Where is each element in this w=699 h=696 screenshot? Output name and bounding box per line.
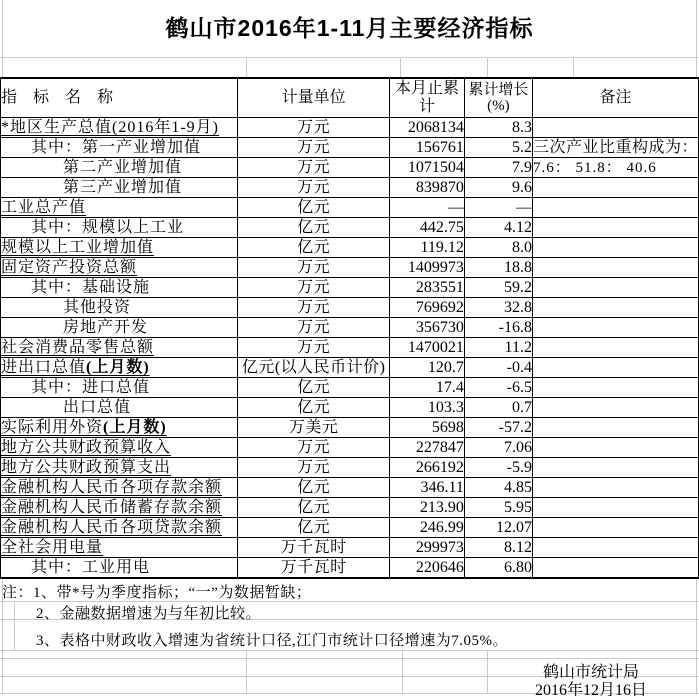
indicators-table <box>0 77 699 579</box>
header-indicator: 指 标 名 称 <box>1 78 238 118</box>
remark-cell <box>532 478 698 498</box>
unit-cell: 亿元(以人民币计价) <box>238 358 390 378</box>
unit-cell: 万元 <box>238 158 390 178</box>
indicator-label: 金融机构人民币各项贷款余额 <box>1 519 223 536</box>
unit-cell: 万千瓦时 <box>238 558 390 579</box>
indicator-cell <box>1 458 238 478</box>
unit-cell: 亿元 <box>238 238 390 258</box>
indicator-label: 第二产业增加值 <box>63 159 183 176</box>
header-row <box>1 78 699 118</box>
table-row <box>1 338 699 358</box>
remark-cell: 7.6： 51.8： 40.6 <box>532 158 698 178</box>
value-cell: 227847 <box>390 438 465 458</box>
value-cell: 1071504 <box>390 158 465 178</box>
growth-cell: -6.5 <box>464 378 532 398</box>
remark-cell <box>532 178 698 198</box>
growth-cell: -16.8 <box>464 318 532 338</box>
remark-cell <box>532 558 698 579</box>
growth-cell: -5.9 <box>464 458 532 478</box>
indicator-label-bold-suffix: (上月数) <box>103 419 167 436</box>
gridline <box>402 650 403 693</box>
growth-cell: 0.7 <box>464 398 532 418</box>
value-cell: 103.3 <box>390 398 465 418</box>
indicator-cell <box>1 138 238 158</box>
value-cell: 1470021 <box>390 338 465 358</box>
value-cell: 1409973 <box>390 258 465 278</box>
unit-cell: 亿元 <box>238 378 390 398</box>
table-row <box>1 158 699 178</box>
remark-cell <box>532 238 698 258</box>
growth-cell: — <box>464 198 532 218</box>
header-remark: 备注 <box>532 78 698 118</box>
table-body <box>1 118 699 579</box>
header-unit: 计量单位 <box>238 78 390 118</box>
table-row <box>1 358 699 378</box>
growth-cell: -57.2 <box>464 418 532 438</box>
table-row <box>1 478 699 498</box>
indicator-cell <box>1 378 238 398</box>
indicator-label: 出口总值 <box>63 399 132 416</box>
gridline <box>246 650 247 693</box>
remark-cell <box>532 318 698 338</box>
unit-cell: 亿元 <box>238 478 390 498</box>
table-row <box>1 258 699 278</box>
indicator-label: 其他投资 <box>63 299 132 316</box>
gridline <box>0 650 699 651</box>
indicator-label: 规模以上工业增加值 <box>1 239 155 256</box>
indicator-cell <box>1 498 238 518</box>
unit-cell: 亿元 <box>238 518 390 538</box>
indicator-cell <box>1 418 238 438</box>
indicator-cell <box>1 318 238 338</box>
table-row <box>1 498 699 518</box>
table-row <box>1 558 699 579</box>
unit-cell: 万千瓦时 <box>238 538 390 558</box>
value-cell: 283551 <box>390 278 465 298</box>
remark-cell <box>532 198 698 218</box>
indicator-label: 实际利用外资(上月数) <box>1 419 167 436</box>
growth-cell: 4.12 <box>464 218 532 238</box>
table-row <box>1 438 699 458</box>
gridline <box>487 57 488 77</box>
growth-cell: 32.8 <box>464 298 532 318</box>
remark-cell <box>532 438 698 458</box>
indicator-label: 房地产开发 <box>63 319 149 336</box>
unit-cell: 万元 <box>238 318 390 338</box>
indicator-cell <box>1 358 238 378</box>
remark-cell <box>532 118 698 138</box>
table-row <box>1 418 699 438</box>
unit-cell: 万元 <box>238 258 390 278</box>
report-title: 鹤山市2016年1-11月主要经济指标 <box>165 15 534 41</box>
table-row <box>1 238 699 258</box>
indicator-cell <box>1 178 238 198</box>
indicator-label: 固定资产投资总额 <box>1 259 138 276</box>
value-cell: 220646 <box>390 558 465 579</box>
indicator-label: 其中：进口总值 <box>31 379 151 396</box>
indicator-label: 进出口总值(上月数) <box>1 359 150 376</box>
note-line: 注：1、带*号为季度指标；“一”为数据暂缺； <box>2 585 312 601</box>
remark-cell <box>532 378 698 398</box>
unit-cell: 万美元 <box>238 418 390 438</box>
value-cell: 266192 <box>390 458 465 478</box>
indicator-label: 工业总产值 <box>1 199 87 216</box>
table-row <box>1 198 699 218</box>
table-row <box>1 398 699 418</box>
indicator-label: 全社会用电量 <box>1 539 104 556</box>
growth-cell: 5.2 <box>464 138 532 158</box>
gridline <box>573 57 574 77</box>
value-cell: 120.7 <box>390 358 465 378</box>
indicator-label: 其中：基础设施 <box>31 279 151 296</box>
growth-cell: 18.8 <box>464 258 532 278</box>
unit-cell: 亿元 <box>238 498 390 518</box>
unit-cell: 万元 <box>238 278 390 298</box>
indicator-label: *地区生产总值(2016年1-9月) <box>1 119 219 136</box>
header-growth-line2: (%) <box>487 98 510 114</box>
remark-cell <box>532 418 698 438</box>
note-line: 2、金融数据增速为与年初比较。 <box>36 606 262 622</box>
indicator-cell <box>1 338 238 358</box>
value-cell: 119.12 <box>390 238 465 258</box>
table-row <box>1 298 699 318</box>
remark-cell <box>532 518 698 538</box>
unit-cell: 万元 <box>238 118 390 138</box>
table-row <box>1 378 699 398</box>
indicator-label: 社会消费品零售总额 <box>1 339 155 356</box>
value-cell: 17.4 <box>390 378 465 398</box>
indicator-cell <box>1 218 238 238</box>
indicator-cell <box>1 558 238 579</box>
indicator-label: 第三产业增加值 <box>63 179 183 196</box>
growth-cell: 8.12 <box>464 538 532 558</box>
indicator-cell <box>1 258 238 278</box>
indicator-cell <box>1 158 238 178</box>
value-cell: 769692 <box>390 298 465 318</box>
value-cell: 5698 <box>390 418 465 438</box>
value-cell: 839870 <box>390 178 465 198</box>
indicator-cell <box>1 118 238 138</box>
table-row <box>1 138 699 158</box>
growth-cell: 5.95 <box>464 498 532 518</box>
unit-cell: 万元 <box>238 338 390 358</box>
indicator-label: 其中：规模以上工业 <box>31 219 185 236</box>
remark-cell <box>532 538 698 558</box>
value-cell: 246.99 <box>390 518 465 538</box>
remark-cell <box>532 458 698 478</box>
remark-cell <box>532 358 698 378</box>
value-cell: 299973 <box>390 538 465 558</box>
header-growth-line1: 累计增长 <box>468 82 529 98</box>
header-value: 本月止累计 <box>390 78 465 118</box>
growth-cell: 4.85 <box>464 478 532 498</box>
unit-cell: 亿元 <box>238 218 390 238</box>
indicator-label: 地方公共财政预算支出 <box>1 459 172 476</box>
indicator-cell <box>1 538 238 558</box>
issuing-agency: 鹤山市统计局 <box>542 664 639 681</box>
remark-cell <box>532 398 698 418</box>
table-row <box>1 458 699 478</box>
indicator-cell <box>1 478 238 498</box>
unit-cell: 亿元 <box>238 398 390 418</box>
value-cell: 213.90 <box>390 498 465 518</box>
header-growth <box>464 78 532 118</box>
growth-cell: 8.3 <box>464 118 532 138</box>
value-cell: — <box>390 198 465 218</box>
growth-cell: 12.07 <box>464 518 532 538</box>
unit-cell: 万元 <box>238 438 390 458</box>
table-row <box>1 178 699 198</box>
unit-cell: 万元 <box>238 458 390 478</box>
remark-cell <box>532 338 698 358</box>
indicator-label: 地方公共财政预算收入 <box>1 439 172 456</box>
indicator-label: 金融机构人民币各项存款余额 <box>1 479 223 496</box>
table-row <box>1 318 699 338</box>
growth-cell: -0.4 <box>464 358 532 378</box>
indicator-label: 其中：工业用电 <box>31 559 151 576</box>
indicator-cell <box>1 198 238 218</box>
unit-cell: 万元 <box>238 138 390 158</box>
growth-cell: 8.0 <box>464 238 532 258</box>
growth-cell: 59.2 <box>464 278 532 298</box>
value-cell: 442.75 <box>390 218 465 238</box>
indicator-label: 金融机构人民币储蓄存款余额 <box>1 499 223 516</box>
gridline <box>400 57 401 77</box>
gridline <box>0 57 699 58</box>
table-row <box>1 518 699 538</box>
gridline <box>246 57 247 77</box>
unit-cell: 万元 <box>238 298 390 318</box>
remark-cell <box>532 218 698 238</box>
gridline <box>14 601 15 650</box>
remark-cell <box>532 258 698 278</box>
table-row <box>1 278 699 298</box>
indicator-cell <box>1 238 238 258</box>
remark-cell <box>532 278 698 298</box>
value-cell: 156761 <box>390 138 465 158</box>
indicator-cell <box>1 278 238 298</box>
growth-cell: 6.80 <box>464 558 532 579</box>
table-row <box>1 538 699 558</box>
growth-cell: 11.2 <box>464 338 532 358</box>
remark-cell: 三次产业比重构成为： <box>532 139 698 156</box>
indicator-cell <box>1 298 238 318</box>
indicator-cell <box>1 398 238 418</box>
indicator-cell <box>1 518 238 538</box>
remark-cell <box>532 298 698 318</box>
growth-cell: 9.6 <box>464 178 532 198</box>
remark-cell <box>532 498 698 518</box>
value-cell: 346.11 <box>390 478 465 498</box>
unit-cell: 万元 <box>238 178 390 198</box>
indicator-label: 其中：第一产业增加值 <box>31 139 202 156</box>
table-row <box>1 218 699 238</box>
indicator-cell <box>1 438 238 458</box>
issue-date: 2016年12月16日 <box>534 682 647 696</box>
value-cell: 356730 <box>390 318 465 338</box>
table-row <box>1 118 699 138</box>
growth-cell: 7.06 <box>464 438 532 458</box>
value-cell: 2068134 <box>390 118 465 138</box>
growth-cell: 7.9 <box>464 158 532 178</box>
note-line: 3、表格中财政收入增速为省统计口径,江门市统计口径增速为7.05%。 <box>36 633 508 649</box>
indicator-label-bold-suffix: (上月数) <box>86 359 150 376</box>
unit-cell: 亿元 <box>238 198 390 218</box>
